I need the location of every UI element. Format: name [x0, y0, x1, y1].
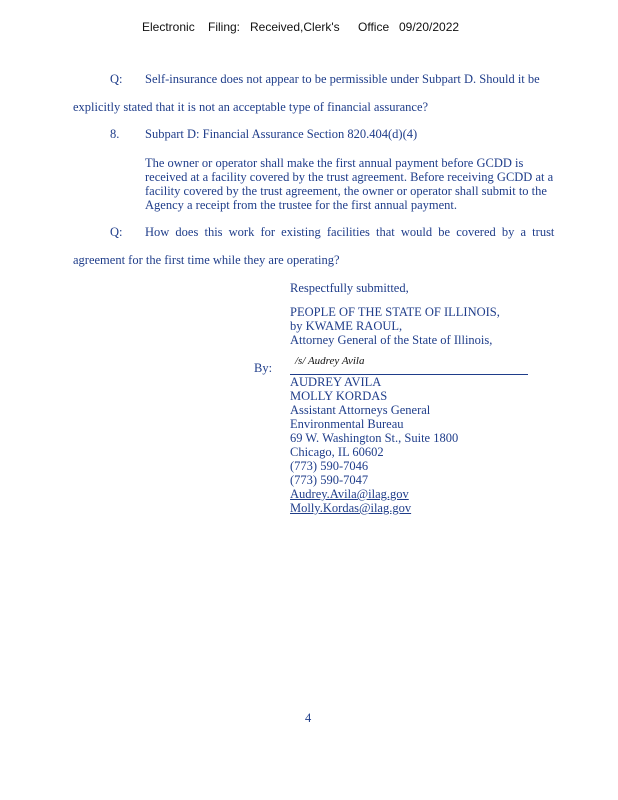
- phone-2: (773) 590-7047: [290, 473, 369, 487]
- phone-1: (773) 590-7046: [290, 459, 369, 473]
- email-audrey-link[interactable]: Audrey.Avila@ilag.gov: [290, 487, 409, 501]
- q2-line2: agreement for the first time while they are operating?: [73, 253, 340, 267]
- email-molly-link[interactable]: Molly.Kordas@ilag.gov: [290, 501, 412, 515]
- respectfully-submitted: Respectfully submitted,: [290, 281, 409, 295]
- people-of-illinois: PEOPLE OF THE STATE OF ILLINOIS,: [290, 305, 500, 319]
- attorney-general-line: Attorney General of the State of Illinois,: [290, 333, 493, 347]
- q1-line2: explicitly stated that it is not an acceptable type of financial assurance?: [73, 100, 429, 114]
- header-received: Received,Clerk's: [250, 20, 340, 34]
- header-filing: Filing:: [208, 20, 241, 34]
- electronic-signature: /s/ Audrey Avila: [295, 355, 365, 367]
- bureau: Environmental Bureau: [290, 417, 404, 431]
- item8-heading: Subpart D: Financial Assurance Section 820.404(d)(4): [145, 127, 418, 141]
- q2-label: Q:: [110, 225, 123, 239]
- header-date: 09/20/2022: [399, 20, 460, 34]
- item8-line3: facility covered by the trust agreement, the owner or operator shall submit to the: [145, 184, 547, 198]
- item8-number: 8.: [110, 127, 120, 141]
- page-number: 4: [305, 711, 312, 725]
- item8-line4: Agency a receipt from the trustee for the first annual payment.: [145, 198, 458, 212]
- item8-line2: received at a facility covered by the trust agreement. Before receiving GCDD at a: [145, 170, 554, 184]
- by-kwame-raoul: by KWAME RAOUL,: [290, 319, 403, 333]
- header-electronic: Electronic: [142, 20, 195, 34]
- title-assistant-ag: Assistant Attorneys General: [290, 403, 431, 417]
- name-audrey-avila: AUDREY AVILA: [290, 375, 382, 389]
- by-label: By:: [254, 361, 273, 375]
- header-office: Office: [358, 20, 390, 34]
- q1-line1: Self-insurance does not appear to be permissible under Subpart D. Should it be: [145, 72, 540, 86]
- q2-line1: How does this work for existing facilities that would be covered by a trust: [145, 225, 555, 239]
- street-address: 69 W. Washington St., Suite 1800: [290, 431, 459, 445]
- q1-label: Q:: [110, 72, 123, 86]
- name-molly-kordas: MOLLY KORDAS: [290, 389, 388, 403]
- item8-line1: The owner or operator shall make the first annual payment before GCDD is: [145, 156, 524, 170]
- city-address: Chicago, IL 60602: [290, 445, 384, 459]
